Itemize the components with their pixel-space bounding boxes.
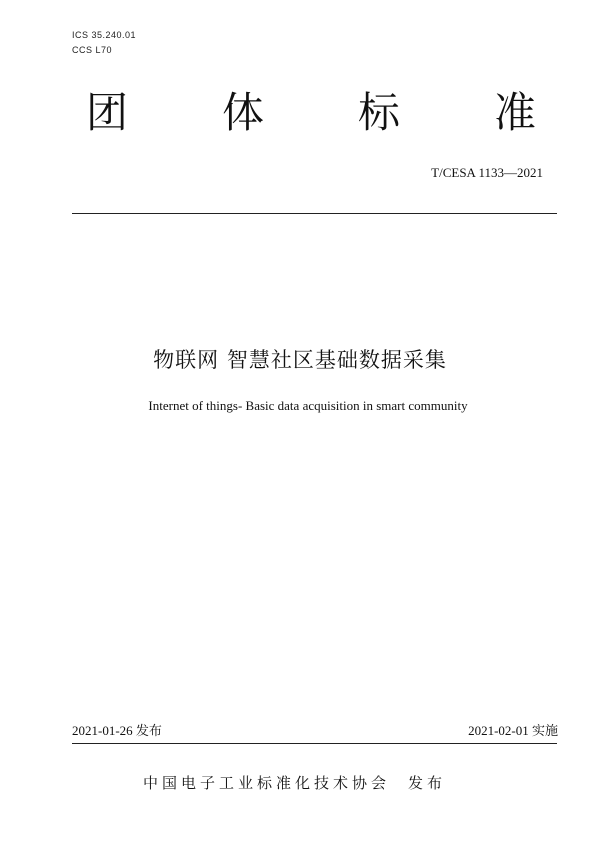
publisher-line — [143, 772, 446, 793]
implementation-date-value: 2021-02-01 — [468, 723, 529, 738]
standard-type-heading — [86, 88, 536, 137]
implementation-date-label: 实施 — [531, 724, 558, 739]
standard-type-char: 团 — [86, 88, 129, 137]
issue-date — [72, 720, 162, 739]
standard-type-char: 标 — [357, 88, 400, 137]
implementation-date — [468, 720, 558, 739]
ccs-code: CCS L70 — [72, 45, 113, 55]
publisher-action: 发布 — [408, 774, 447, 792]
issue-date-value: 2021-01-26 — [72, 723, 133, 738]
publisher-name: 中国电子工业标准化技术协会 — [143, 774, 391, 792]
standard-type-char: 体 — [221, 88, 264, 137]
ics-code: ICS 35.240.01 — [72, 30, 137, 40]
issue-date-label: 发布 — [135, 724, 162, 739]
top-divider — [72, 213, 557, 214]
bottom-divider — [72, 743, 557, 744]
english-title: Internet of things- Basic data acquisition in smart community — [148, 398, 468, 413]
standard-type-char: 准 — [493, 88, 536, 137]
standard-number: T/CESA 1133—2021 — [431, 165, 543, 180]
chinese-title: 物联网 智慧社区基础数据采集 — [153, 348, 447, 372]
